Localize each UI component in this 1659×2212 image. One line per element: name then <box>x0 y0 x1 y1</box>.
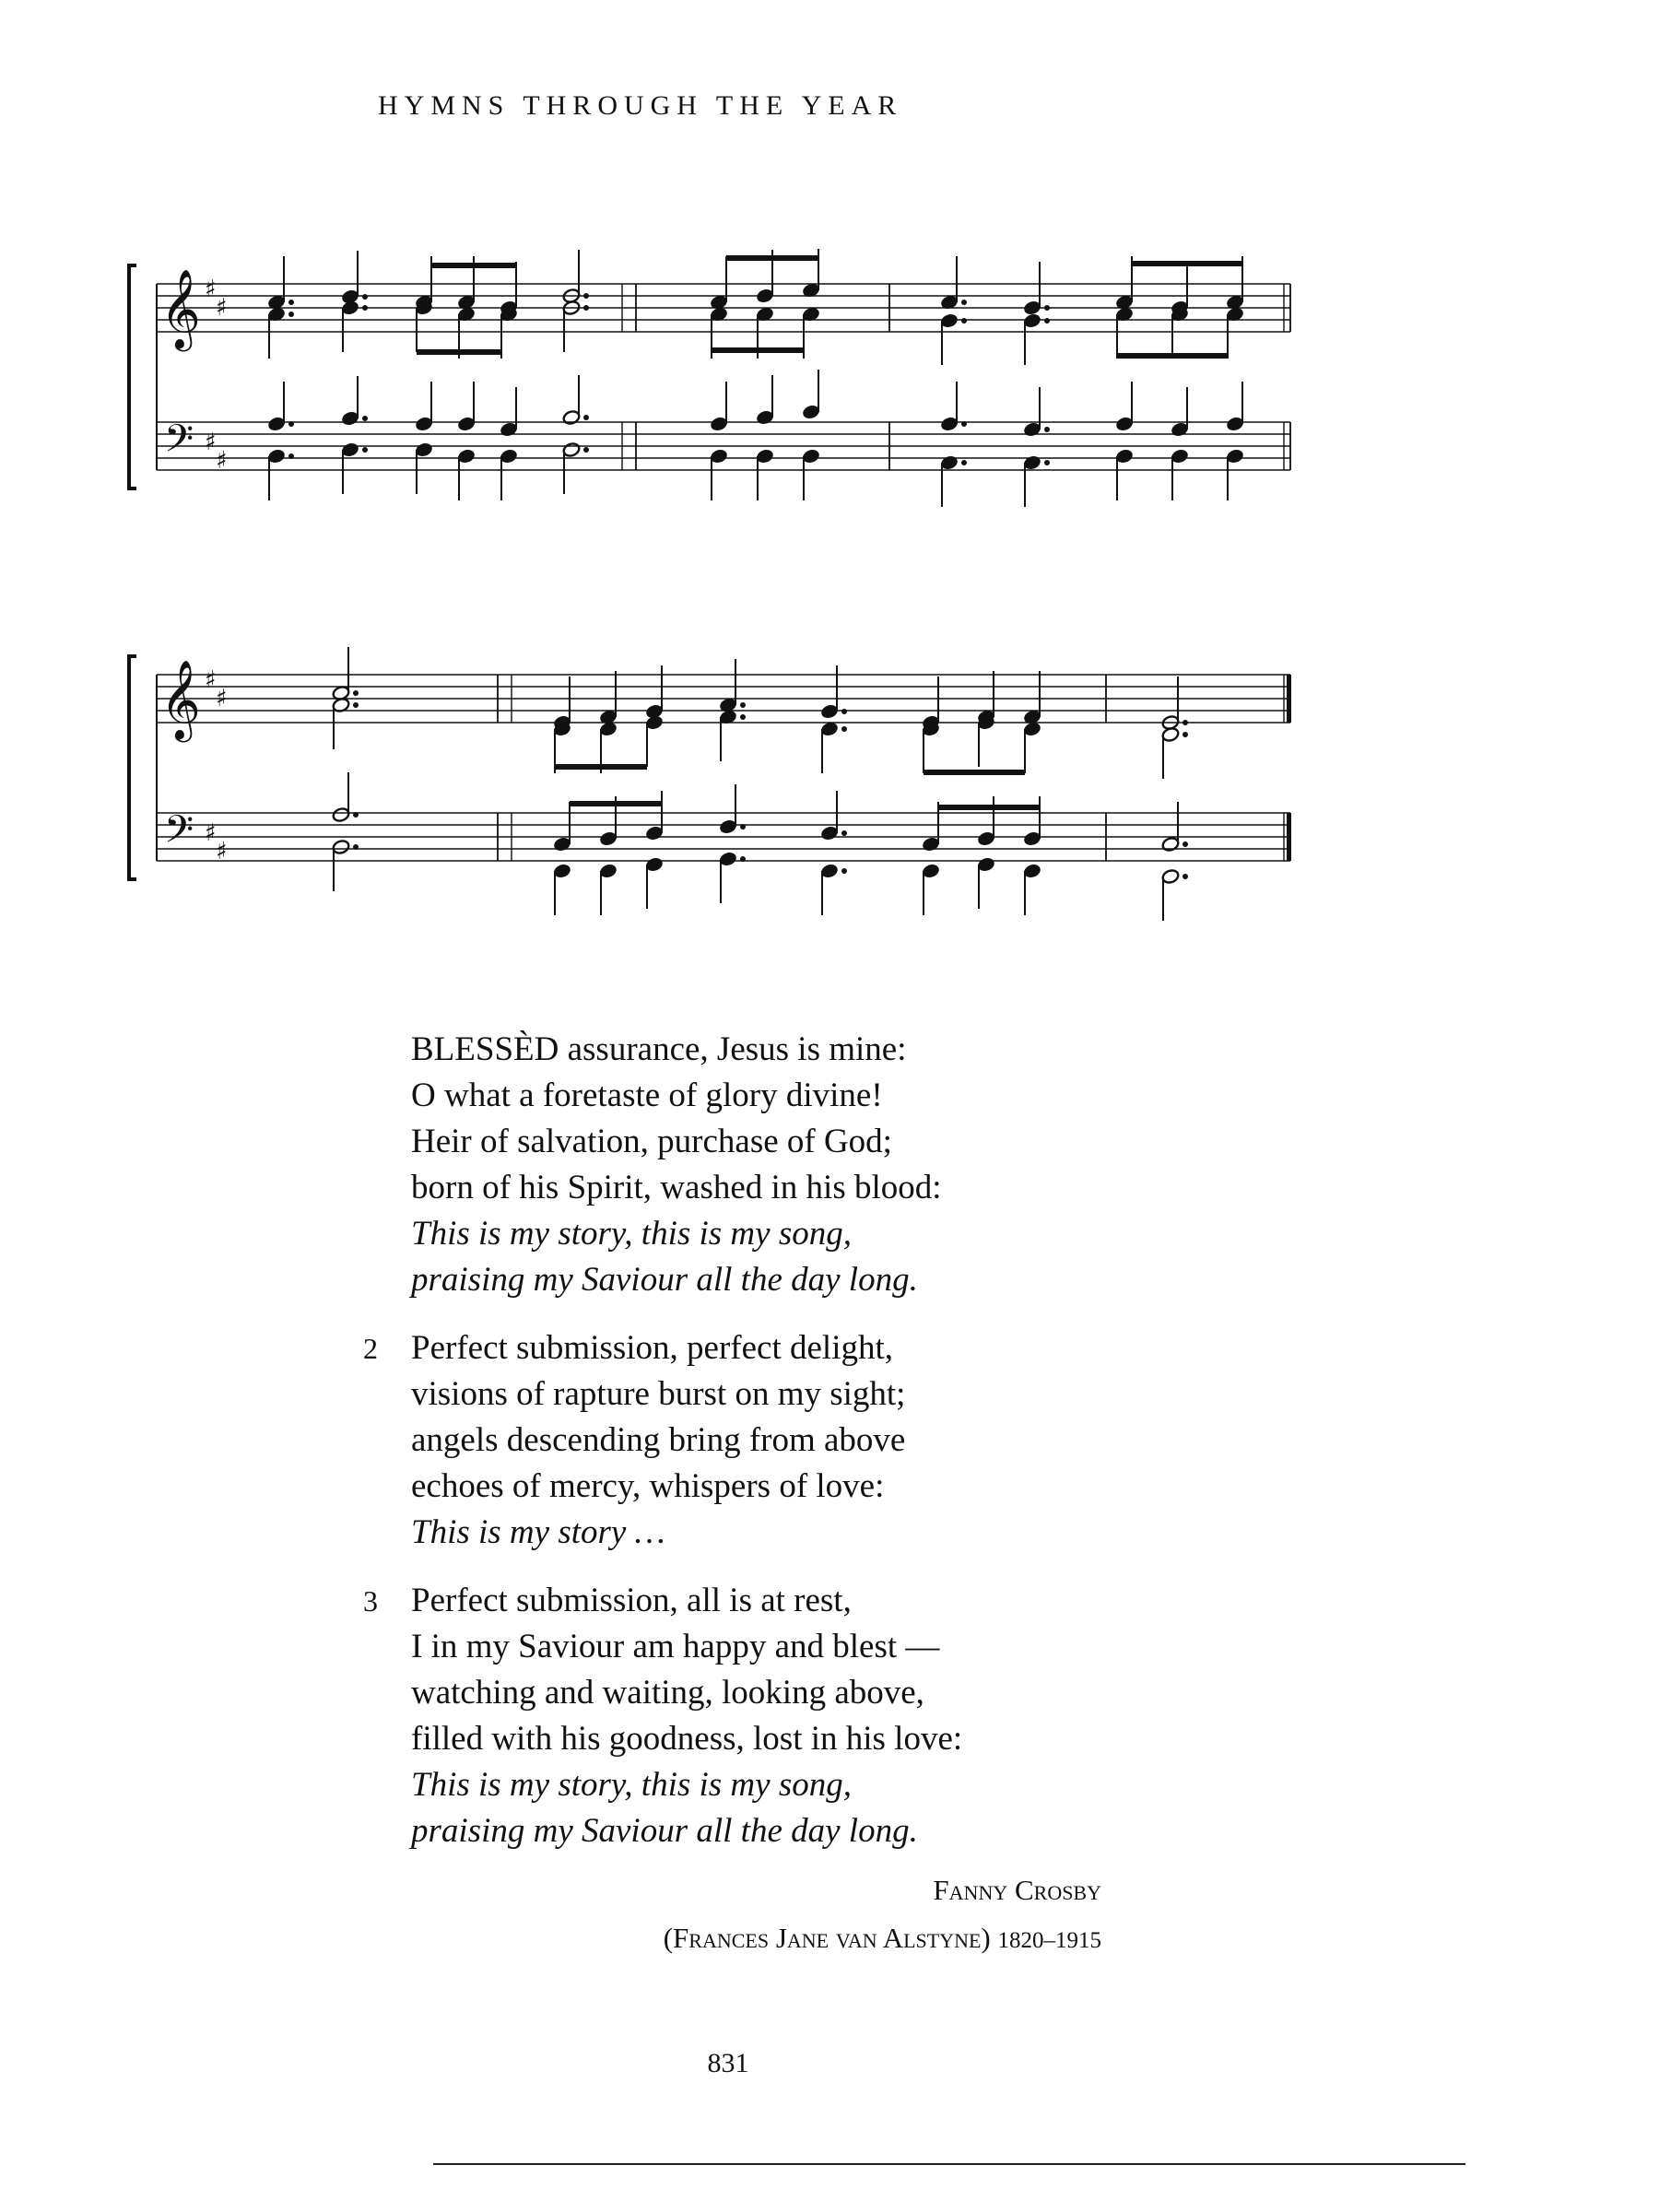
page-number: 831 <box>707 2048 749 2078</box>
dot <box>288 300 294 305</box>
dot <box>961 460 967 465</box>
treble-clef: 𝄞 <box>160 269 201 348</box>
key-sharp: ♯ <box>216 447 228 475</box>
verse-line: angels descending bring from above <box>411 1421 906 1459</box>
key-sharp: ♯ <box>216 838 228 865</box>
key-sharp: ♯ <box>205 819 217 847</box>
dot <box>288 453 294 459</box>
dot <box>1044 305 1050 311</box>
verse-line: Perfect submission, all is at rest, <box>411 1582 852 1619</box>
dot <box>353 844 359 850</box>
bottom-rule <box>433 2163 1465 2165</box>
beam <box>555 764 647 770</box>
dot <box>362 294 368 300</box>
music-notation <box>120 249 1309 986</box>
dot <box>583 293 589 299</box>
final-barline <box>1287 675 1291 723</box>
dot <box>362 447 368 453</box>
beam <box>431 263 516 268</box>
verse-line: BLESSÈD assurance, Jesus is mine: <box>411 1030 907 1068</box>
dot <box>288 421 294 427</box>
dot <box>961 421 967 427</box>
dot <box>1182 720 1188 725</box>
beam <box>726 255 818 261</box>
beam <box>1117 353 1228 359</box>
dot <box>362 305 368 311</box>
dot <box>740 702 746 708</box>
hymn-verses <box>341 1027 1171 1877</box>
dot <box>1044 318 1050 324</box>
dot <box>353 702 359 708</box>
dot <box>841 868 847 874</box>
dot <box>841 709 847 714</box>
music-score <box>120 249 1309 986</box>
dot <box>740 856 746 862</box>
key-sharp: ♯ <box>216 294 228 322</box>
verse-line: O what a foretaste of glory divine! <box>411 1077 883 1114</box>
stanza <box>341 1027 1171 1303</box>
beam <box>570 801 662 806</box>
dot <box>583 447 589 453</box>
final-barline <box>1287 813 1291 861</box>
system-bracket <box>129 656 136 879</box>
bass-clef: 𝄢 <box>164 807 194 861</box>
dot <box>1182 841 1188 847</box>
system-bracket <box>129 265 136 488</box>
key-sharp: ♯ <box>205 429 217 456</box>
verse-number: 3 <box>363 1584 378 1618</box>
beam <box>1132 261 1242 266</box>
running-title: HYMNS THROUGH THE YEAR <box>378 90 903 121</box>
stanza <box>341 1325 1171 1556</box>
key-sharp: ♯ <box>216 685 228 712</box>
refrain-line: This is my story, this is my song, <box>411 1766 852 1804</box>
attribution <box>664 1866 1101 1965</box>
verse-line: Perfect submission, perfect delight, <box>411 1329 894 1367</box>
beam <box>924 770 1025 775</box>
stanza <box>341 1578 1171 1854</box>
author-legal-name: (Frances Jane van Alstyne) <box>663 1922 991 1954</box>
verse-line: watching and waiting, looking above, <box>411 1674 924 1712</box>
dot <box>740 824 746 830</box>
verse-number: 2 <box>363 1332 378 1365</box>
refrain-line: This is my story … <box>411 1513 665 1551</box>
dot <box>1182 874 1188 879</box>
dot <box>1182 732 1188 737</box>
author-dates: 1820–1915 <box>997 1928 1101 1953</box>
refrain-line: praising my Saviour all the day long. <box>411 1261 918 1299</box>
refrain-line: This is my story, this is my song, <box>411 1215 852 1253</box>
verse-line: visions of rapture burst on my sight; <box>411 1375 906 1413</box>
dot <box>288 312 294 317</box>
dot <box>961 318 967 324</box>
dot <box>583 305 589 311</box>
verse-line: echoes of mercy, whispers of love: <box>411 1467 885 1505</box>
beam <box>938 805 1040 810</box>
verse-line: filled with his goodness, lost in his love: <box>411 1720 963 1758</box>
dot <box>1044 427 1050 432</box>
dot <box>961 300 967 305</box>
dot <box>841 830 847 836</box>
dot <box>740 714 746 720</box>
treble-clef: 𝄞 <box>160 660 201 739</box>
verse-line: born of his Spirit, washed in his blood: <box>411 1169 942 1206</box>
dot <box>353 812 359 818</box>
beam <box>712 347 804 353</box>
beam <box>417 349 501 355</box>
bass-clef: 𝄢 <box>164 417 194 470</box>
key-sharp: ♯ <box>205 666 217 694</box>
refrain-line: praising my Saviour all the day long. <box>411 1812 918 1850</box>
key-sharp: ♯ <box>205 276 217 303</box>
author-name: Fanny Crosby <box>933 1874 1101 1906</box>
dot <box>353 690 359 696</box>
dot <box>841 726 847 732</box>
dot <box>1044 460 1050 465</box>
dot <box>583 415 589 420</box>
verse-line: Heir of salvation, purchase of God; <box>411 1123 892 1160</box>
verse-line: I in my Saviour am happy and blest — <box>411 1628 940 1665</box>
dot <box>362 416 368 421</box>
author-full-name <box>664 1914 1101 1965</box>
